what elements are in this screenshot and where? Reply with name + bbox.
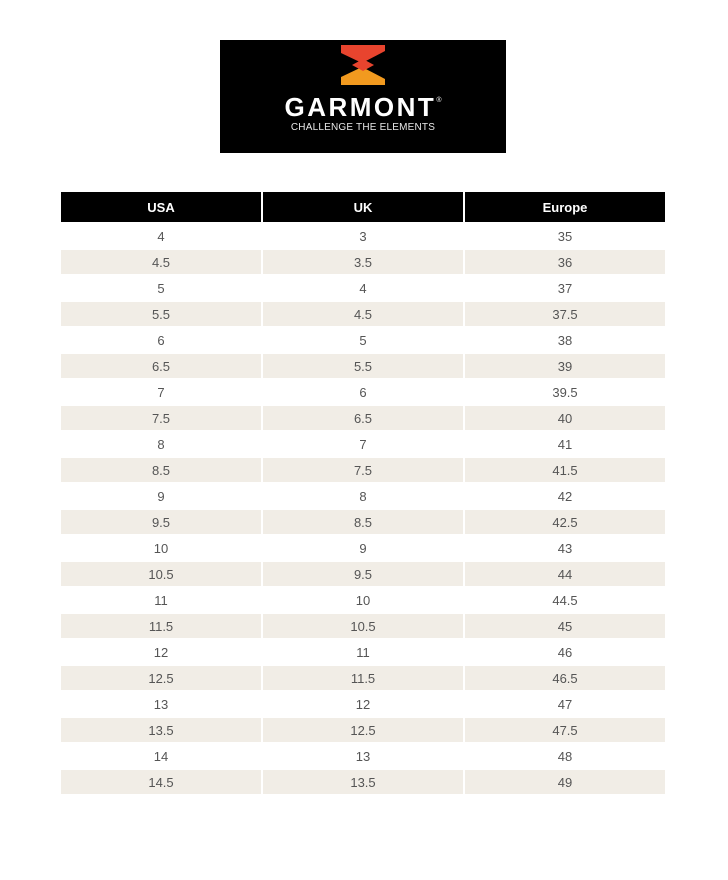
europe-size-cell: 39.5 [552,384,578,400]
europe-size-cell: 43 [557,540,573,556]
uk-size-cell: 4.5 [263,302,463,326]
table-row [61,432,665,456]
table-header-row [61,192,665,222]
usa-size-cell: 13 [153,696,169,712]
usa-size-cell: 8 [157,436,165,452]
table-row [61,484,665,508]
usa-size-cell: 7.5 [61,406,261,430]
europe-size-cell: 37.5 [465,302,665,326]
europe-size-cell: 46 [557,644,573,660]
uk-size-cell: 6 [359,384,367,400]
uk-size-cell: 13.5 [263,770,463,794]
table-row [61,692,665,716]
table-row [61,588,665,612]
europe-size-cell: 39 [465,354,665,378]
usa-size-cell: 6.5 [61,354,261,378]
europe-size-cell: 41 [557,436,573,452]
table-row [61,640,665,664]
uk-size-cell: 7 [359,436,367,452]
usa-size-cell: 9.5 [61,510,261,534]
europe-size-cell: 38 [557,332,573,348]
usa-size-cell: 10.5 [61,562,261,586]
europe-size-cell: 47.5 [465,718,665,742]
uk-size-cell: 12.5 [263,718,463,742]
table-row [61,536,665,560]
europe-size-cell: 41.5 [465,458,665,482]
uk-size-cell: 8 [359,488,367,504]
uk-size-cell: 9.5 [263,562,463,586]
europe-size-cell: 44.5 [552,592,578,608]
uk-size-cell: 6.5 [263,406,463,430]
table-row [61,614,665,638]
table-row [61,250,665,274]
column-header-europe: Europe [465,192,665,222]
europe-size-cell: 42.5 [465,510,665,534]
usa-size-cell: 9 [157,488,165,504]
uk-size-cell: 8.5 [263,510,463,534]
usa-size-cell: 6 [157,332,165,348]
brand-name: GARMONT® [284,92,442,122]
usa-size-cell: 4 [157,228,165,244]
uk-size-cell: 10 [355,592,371,608]
table-row [61,224,665,248]
garmont-mark-icon [332,44,394,86]
size-conversion-table [59,190,667,796]
uk-size-cell: 5 [359,332,367,348]
europe-size-cell: 42 [557,488,573,504]
table-row [61,458,665,482]
uk-size-cell: 7.5 [263,458,463,482]
table-row [61,744,665,768]
table-row [61,510,665,534]
europe-size-cell: 35 [557,228,573,244]
column-header-usa: USA [61,192,261,222]
table-row [61,770,665,794]
europe-size-cell: 47 [557,696,573,712]
table-row [61,328,665,352]
table-row [61,406,665,430]
uk-size-cell: 12 [355,696,371,712]
europe-size-cell: 46.5 [465,666,665,690]
uk-size-cell: 13 [355,748,371,764]
europe-size-cell: 40 [465,406,665,430]
uk-size-cell: 5.5 [263,354,463,378]
table-body [61,224,665,794]
brand-logo [220,40,506,153]
table-row [61,718,665,742]
europe-size-cell: 44 [465,562,665,586]
usa-size-cell: 13.5 [61,718,261,742]
uk-size-cell: 3 [359,228,367,244]
usa-size-cell: 12 [153,644,169,660]
uk-size-cell: 9 [359,540,367,556]
usa-size-cell: 11.5 [61,614,261,638]
uk-size-cell: 3.5 [263,250,463,274]
uk-size-cell: 10.5 [263,614,463,638]
column-header-uk: UK [263,192,463,222]
europe-size-cell: 45 [465,614,665,638]
table-row [61,276,665,300]
europe-size-cell: 48 [557,748,573,764]
usa-size-cell: 4.5 [61,250,261,274]
table-row [61,562,665,586]
uk-size-cell: 11 [356,644,370,660]
europe-size-cell: 49 [465,770,665,794]
table-row [61,380,665,404]
uk-size-cell: 4 [359,280,367,296]
usa-size-cell: 11 [154,592,168,608]
europe-size-cell: 36 [465,250,665,274]
table-row [61,302,665,326]
usa-size-cell: 7 [157,384,165,400]
brand-tagline: CHALLENGE THE ELEMENTS [290,122,436,133]
usa-size-cell: 14 [153,748,169,764]
usa-size-cell: 14.5 [61,770,261,794]
europe-size-cell: 37 [557,280,573,296]
usa-size-cell: 5 [157,280,165,296]
table-row [61,354,665,378]
usa-size-cell: 12.5 [61,666,261,690]
uk-size-cell: 11.5 [263,666,463,690]
usa-size-cell: 8.5 [61,458,261,482]
table-row [61,666,665,690]
usa-size-cell: 10 [153,540,169,556]
usa-size-cell: 5.5 [61,302,261,326]
